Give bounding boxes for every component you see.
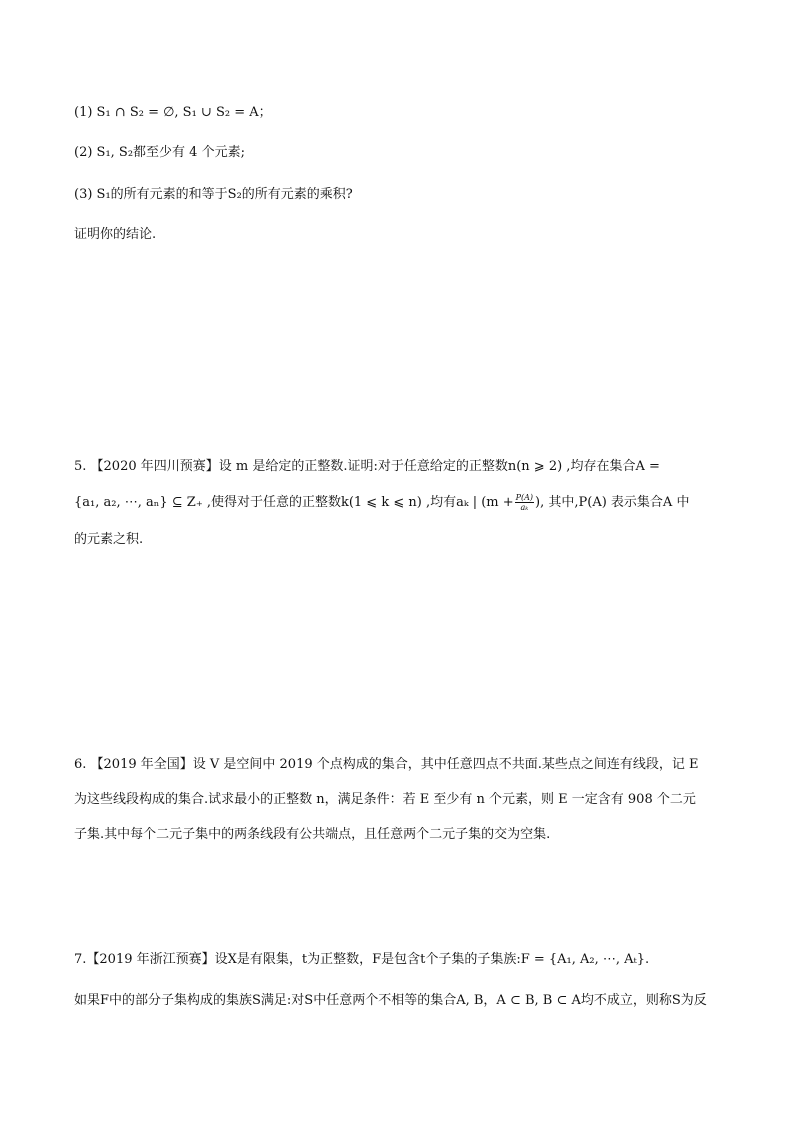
- question-6-line-2: 为这些线段构成的集合.试求最小的正整数 n，满足条件：若 E 至少有 n 个元素，则 E 一定含有 908 个二元: [74, 792, 696, 807]
- condition-1: (1) S₁ ∩ S₂ = ∅, S₁ ∪ S₂ = A；: [74, 105, 272, 120]
- fraction-numerator: P(A): [515, 493, 534, 502]
- question-5-line-3: 的元素之积.: [74, 532, 144, 547]
- question-5-line-2: [74, 493, 689, 513]
- question-6-line-3: 子集.其中每个二元子集中的两条线段有公共端点，且任意两个二元子集的交为空集.: [74, 827, 551, 842]
- question-5-line-2-part-a: {a₁, a₂, ⋯, aₙ} ⊆ Z₊ ,使得对于任意的正整数k(1 ⩽ k ⩽ n) ,均有aₖ | (m +: [74, 495, 514, 510]
- question-7-line-2: 如果F中的部分子集构成的集族S满足:对S中任意两个不相等的集合A, B，A ⊂ B, B ⊂ A均不成立，则称S为反: [74, 993, 707, 1008]
- fraction-p-over-ak: [515, 493, 534, 512]
- prove-instruction: 证明你的结论.: [74, 227, 157, 242]
- question-7-line-1: 7.【2019 年浙江预赛】设X是有限集，t为正整数，F是包含t个子集的子集族:F = {A₁, A₂, ⋯, Aₜ}.: [74, 952, 650, 967]
- condition-3: (3) S₁的所有元素的和等于S₂的所有元素的乘积?: [74, 187, 353, 202]
- question-5-line-1: 5. 【2020 年四川预赛】设 m 是给定的正整数.证明:对于任意给定的正整数n(n ⩾ 2) ,均存在集合A =: [74, 459, 660, 474]
- condition-2: (2) S₁, S₂都至少有 4 个元素;: [74, 145, 245, 160]
- question-6-line-1: 6. 【2019 年全国】设 V 是空间中 2019 个点构成的集合，其中任意四点不共面.某些点之间连有线段，记 E: [74, 757, 699, 772]
- question-5-line-2-part-b: ), 其中,P(A) 表示集合A 中: [535, 495, 690, 510]
- fraction-denominator: aₖ: [520, 503, 529, 512]
